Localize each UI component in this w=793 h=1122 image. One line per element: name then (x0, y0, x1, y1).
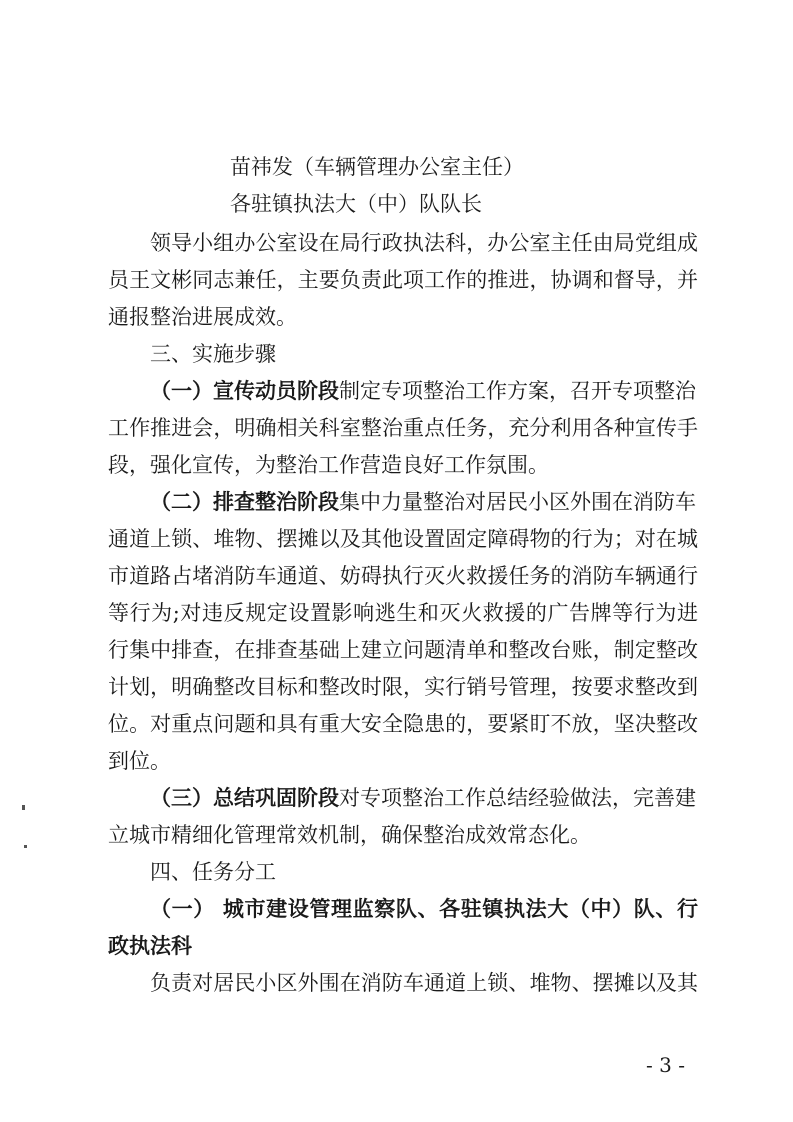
paragraph-line: 位。对重点问题和具有重大安全隐患的，要紧盯不放，坚决整改 (108, 712, 698, 736)
paragraph-line: 工作推进会，明确相关科室整治重点任务，充分利用各种宣传手 (108, 416, 698, 440)
paragraph-line: 行集中排查，在排查基础上建立问题清单和整改台账，制定整改 (108, 638, 698, 662)
leader-member-line: 各驻镇执法大（中）队队长 (230, 192, 482, 216)
paragraph-line: 市道路占堵消防车通道、妨碍执行灭火救援任务的消防车辆通行 (108, 564, 698, 588)
stage-text: 对专项整治工作总结经验做法，完善建 (339, 786, 696, 810)
section-heading: 三、实施步骤 (150, 342, 276, 366)
stage-heading: （一）宣传动员阶段 (150, 378, 339, 403)
paragraph-line (150, 487, 698, 517)
paragraph-line: 等行为;对违反规定设置影响逃生和灭火救援的广告牌等行为进 (108, 601, 698, 625)
paragraph-line (150, 783, 698, 813)
leader-member-line: 苗祎发（车辆管理办公室主任） (230, 155, 524, 179)
scan-speck (24, 845, 27, 848)
subsection-heading: 政执法科 (108, 933, 192, 958)
scan-speck (22, 805, 25, 810)
paragraph-line: 员王文彬同志兼任，主要负责此项工作的推进，协调和督导，并 (108, 268, 698, 292)
paragraph-line: 计划，明确整改目标和整改时限，实行销号管理，按要求整改到 (108, 675, 698, 699)
paragraph-line (150, 376, 698, 406)
paragraph-line: 负责对居民小区外围在消防车通道上锁、堆物、摆摊以及其 (150, 971, 698, 995)
stage-text: 制定专项整治工作方案，召开专项整治 (339, 379, 696, 403)
paragraph-line: 领导小组办公室设在局行政执法科，办公室主任由局党组成 (150, 231, 698, 255)
section-heading: 四、任务分工 (150, 860, 276, 884)
paragraph-line: 通报整治进展成效。 (108, 305, 297, 329)
paragraph-line: 到位。 (108, 749, 171, 773)
subsection-heading: （一） 城市建设管理监察队、各驻镇执法大（中）队、行 (150, 896, 698, 921)
paragraph-line: 段，强化宣传，为整治工作营造良好工作氛围。 (108, 453, 549, 477)
paragraph-line: 立城市精细化管理常效机制，确保整治成效常态化。 (108, 823, 591, 847)
stage-heading: （三）总结巩固阶段 (150, 785, 339, 810)
stage-text: 集中力量整治对居民小区外围在消防车 (339, 490, 696, 514)
paragraph-line: 通道上锁、堆物、摆摊以及其他设置固定障碍物的行为；对在城 (108, 527, 698, 551)
stage-heading: （二）排查整治阶段 (150, 489, 339, 514)
page-number: - 3 - (646, 1053, 685, 1077)
